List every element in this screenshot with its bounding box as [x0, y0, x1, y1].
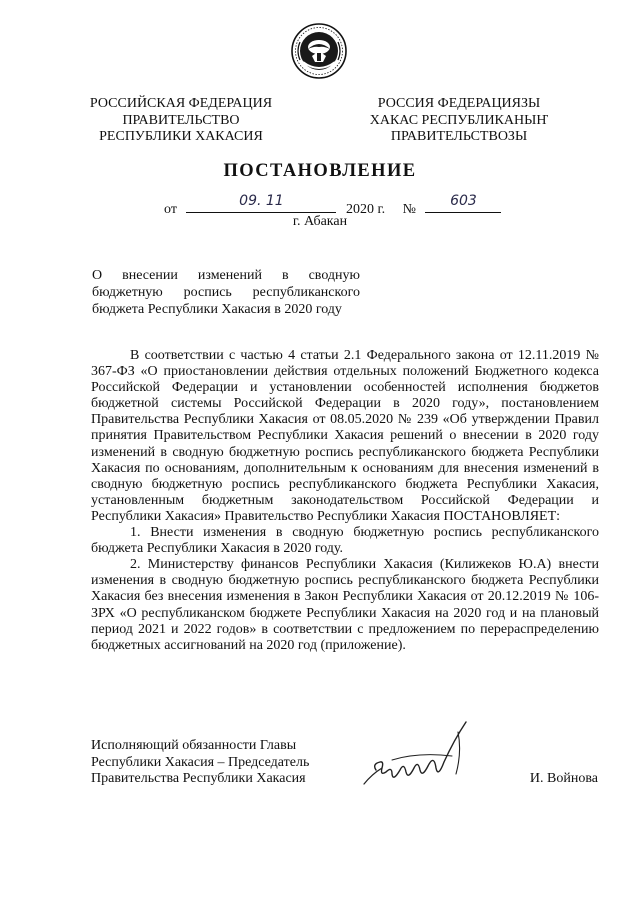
header-right-line: РОССИЯ ФЕДЕРАЦИЯЗЫ	[377, 96, 541, 111]
body-text	[91, 348, 599, 654]
signatory-position-line: Исполняющий обязанности Главы	[91, 738, 297, 753]
body-paragraph: 1. Внести изменения в сводную бюджетную роспись республиканского бюджета Республики Хакасия в 2020 году.	[91, 525, 599, 557]
signatory-position	[91, 738, 309, 788]
header-right-line: ХАКАС РЕСПУБЛИКАНЫҤ	[369, 112, 549, 128]
body-paragraph: В соответствии с частью 4 статьи 2.1 Федерального закона от 12.11.2019 № 367-ФЗ «О приостановлении действия отдельных положений Бюджетного кодекса Российской Федерации и установлении особенностей исполнения бюджетов бюджетной системы Российской Федерации в 2020 году», постановлением Правительства Республики Хакасия от 08.05.2020 № 239 «Об утверждении Правил принятия Правительством Республики Хакасия решений о внесении в 2020 году изменений в сводную бюджетную роспись республиканского бюджета Республики Хакасия по основаниям, дополнительным к основаниям для внесения изменений в сводную бюджетную роспись республиканского бюджета Республики Хакасия, установленным бюджетным законодательством Российской Федерации и Республики Хакасия» Правительство Республики Хакасия ПОСТАНОВЛЯЕТ:	[91, 348, 599, 524]
subject-block	[92, 268, 360, 318]
signatory-position-line: Республики Хакасия – Председатель	[91, 754, 310, 770]
number-field	[425, 193, 501, 213]
subject-line: О внесении изменений в сводную	[92, 268, 360, 283]
date-field	[186, 193, 336, 213]
header-right-block	[364, 96, 554, 146]
header-left-block	[86, 96, 276, 146]
year-label: 2020 г.	[345, 202, 386, 217]
handwritten-signature	[362, 712, 482, 802]
header-left-line: ПРАВИТЕЛЬСТВО	[122, 112, 240, 128]
signatory-position-line: Правительства Республики Хакасия	[91, 771, 306, 786]
number-handwritten: 603	[450, 193, 477, 209]
coat-of-arms-icon	[290, 22, 348, 80]
document-title: ПОСТАНОВЛЕНИЕ	[223, 161, 417, 181]
date-prefix: от	[164, 202, 177, 217]
body-paragraph: 2. Министерству финансов Республики Хакасия (Килижеков Ю.А) внести изменения в сводную бюджетную роспись республиканского бюджета Республики Хакасия без внесения изменения в Закон Республики Хакасия от 20.12.2019 № 106-ЗРХ «О республиканском бюджете Республики Хакасия на 2020 год и на плановый период 2021 и 2022 годов» в соответствии с предложением по перераспределению бюджетных ассигнований на 2020 год (приложение).	[91, 557, 599, 653]
city-label: г. Абакан	[292, 214, 348, 229]
number-sign: №	[402, 202, 416, 217]
header-left-line: РЕСПУБЛИКИ ХАКАСИЯ	[99, 129, 263, 144]
header-right-line: ПРАВИТЕЛЬСТВОЗЫ	[390, 129, 528, 144]
header-left-line: РОССИЙСКАЯ ФЕДЕРАЦИЯ	[89, 96, 273, 111]
date-handwritten: 09. 11	[239, 193, 284, 209]
signatory-name: И. Войнова	[529, 771, 598, 786]
subject-line: бюджетную роспись республиканского	[92, 284, 360, 300]
subject-line: бюджета Республики Хакасия в 2020 году	[92, 301, 342, 317]
